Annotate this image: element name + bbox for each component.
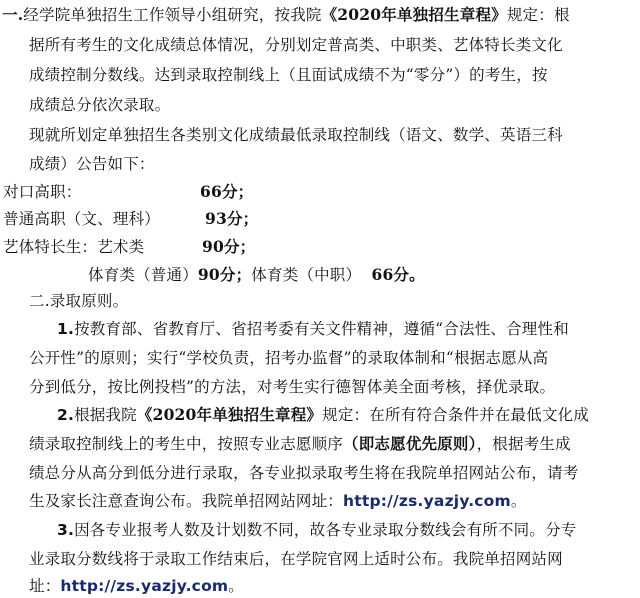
section1-marker: 一. xyxy=(2,5,24,24)
p1-line1: 1.按教育部、省教育厅、省招考委有关文件精神，遵循“合法性、合理性和 xyxy=(57,320,569,338)
score-value-putong: 93分； xyxy=(205,209,259,228)
score-label: 对口高职： xyxy=(3,183,82,201)
p3-line1: 3.因各专业报考人数及计划数不同，故各专业录取分数线会有所不同。分专 xyxy=(57,521,577,539)
section1-line3: 成绩控制分数线。达到录取控制线上（且面试成绩不为“零分”）的考生，按 xyxy=(29,66,548,84)
p2-line4: 生及家长注意查询公布。我院单招网站网址：http://zs.yazjy.com。 xyxy=(29,492,527,510)
section1-line2: 据所有考生的文化成绩总体情况，分别划定普高类、中职类、艺体特长类文化 xyxy=(29,36,563,54)
score-row-duikou xyxy=(3,181,82,203)
announce-line1: 现就所划定单独招生各类别文化成绩最低录取控制线（语文、数学、英语三科 xyxy=(29,126,563,144)
website-link[interactable]: http://zs.yazjy.com xyxy=(60,577,229,595)
p2-line3: 绩总分从高分到低分进行录取，各专业拟录取考生将在我院单招网站公布，请考 xyxy=(29,464,579,482)
p3-line3: 址：http://zs.yazjy.com。 xyxy=(29,577,244,595)
p2-line1: 2.根据我院《2020年单独招生章程》规定：在所有符合条件并在最低文化成 xyxy=(57,405,590,424)
p1-line2: 公开性”的原则；实行“学校负责，招考办监督”的录取体制和“根据志愿从高 xyxy=(29,349,549,367)
announce-line2: 成绩）公告如下： xyxy=(29,155,155,173)
score-row-putong xyxy=(3,208,160,230)
score-value-yishu: 90分； xyxy=(202,237,256,256)
score-value-duikou: 66分； xyxy=(200,182,254,201)
score-value-tiyu-putong: 90分； xyxy=(197,265,252,284)
score-row-yiti xyxy=(3,236,144,258)
section1-line4: 成绩总分依次录取。 xyxy=(29,96,171,114)
p1-line3: 分到低分，按比例投档”的方法，对考生实行德智体美全面考核，择优录取。 xyxy=(29,378,556,396)
priority-principle: （即志愿优先原则） xyxy=(343,434,477,453)
score-row-tiyu: 体育类（普通）90分；体育类（中职） 66分。 xyxy=(88,265,425,284)
section2-title: 二.录取原则。 xyxy=(29,292,129,310)
section1-line1: 一.经学院单独招生工作领导小组研究，按我院《2020年单独招生章程》规定：根 xyxy=(2,5,570,24)
score-label: 普通高职（文、理科） xyxy=(3,210,161,228)
website-link[interactable]: http://zs.yazjy.com xyxy=(343,492,511,510)
score-value-tiyu-zhongzhi: 66分。 xyxy=(371,265,425,284)
p3-line2: 业录取分数线将于录取工作结束后，在学院官网上适时公布。我院单招网站网 xyxy=(29,550,563,568)
score-label: 艺体特长生：艺术类 xyxy=(3,238,145,256)
p2-line2: 绩录取控制线上的考生中，按照专业志愿顺序（即志愿优先原则），根据考生成 xyxy=(29,434,571,453)
